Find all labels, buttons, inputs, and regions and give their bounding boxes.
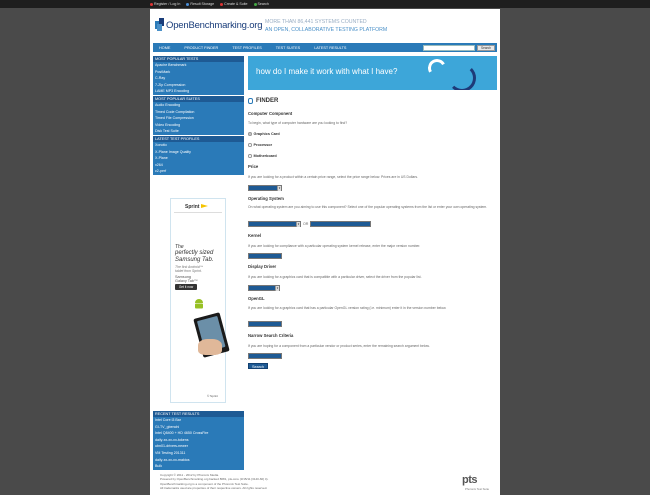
hand-image <box>198 339 222 355</box>
sidebar-item-suite[interactable]: Timed Code Compilation <box>155 109 195 114</box>
opengl-heading: OpenGL <box>248 296 265 301</box>
recent-test-results-heading: RECENT TEST RESULTS <box>153 411 244 417</box>
kernel-input[interactable] <box>248 253 282 259</box>
systems-counted-tagline: MORE THAN 86,441 SYSTEMS COUNTED <box>265 19 367 25</box>
platform-tagline: AN OPEN, COLLABORATIVE TESTING PLATFORM <box>265 27 388 33</box>
sidebar-item-profile[interactable]: X-Plane <box>155 156 168 161</box>
android-icon <box>194 298 204 310</box>
ad-divider <box>174 212 222 213</box>
os-heading: Operating System <box>248 196 284 201</box>
top-bar <box>0 0 650 8</box>
radio-unchecked-icon <box>248 143 252 147</box>
sidebar-item-test[interactable]: PostMark <box>155 69 171 74</box>
ad-headline-3: Samsung Tab. <box>175 257 214 263</box>
create-icon <box>220 3 223 6</box>
sidebar-item-result[interactable]: Bulk <box>155 464 162 469</box>
sidebar-item-test[interactable]: C-Ray <box>155 76 166 81</box>
price-select[interactable] <box>248 185 282 191</box>
sidebar-item-suite[interactable]: Audio Encoding <box>155 102 181 107</box>
os-desc: On what operating system are you aiming to use this component? Select one of the popular operating systems from the list or enter your own operating system. <box>248 205 488 209</box>
result-storage-link[interactable]: Result Storage <box>186 2 214 6</box>
footer-text <box>160 473 380 490</box>
component-desc: To begin, what type of computer hardware are you looking to find? <box>248 121 348 125</box>
recent-test-results-box <box>153 411 244 471</box>
narrow-input[interactable] <box>248 353 282 359</box>
openbenchmarking-logo-icon[interactable] <box>155 18 164 31</box>
most-popular-tests-box <box>153 56 244 95</box>
kernel-desc: If you are looking for compliance with a particular operating system kernel release, enter the major version number. <box>248 244 421 248</box>
or-label: OR <box>303 222 309 226</box>
banner-text: how do I make it work with what I have? <box>256 67 398 76</box>
refresh-arrow-icon <box>426 57 448 79</box>
price-heading: Price <box>248 164 259 169</box>
narrow-heading: Narrow Search Criteria <box>248 333 294 338</box>
driver-select[interactable] <box>248 285 280 291</box>
pts-logo[interactable]: pts <box>462 474 477 486</box>
footer-line: Copyright © 2011 - 2012 by Phoronix Media. <box>160 473 220 477</box>
sidebar-item-test[interactable]: Apache Benchmark <box>155 63 187 67</box>
help-banner[interactable] <box>248 56 497 90</box>
kernel-heading: Kernel <box>248 233 262 238</box>
os-select[interactable] <box>248 221 301 227</box>
nav-test-profiles[interactable]: TEST PROFILES <box>232 45 262 50</box>
pts-logo-subtitle: Phoronix Test Suite <box>465 487 490 491</box>
user-icon <box>150 3 153 6</box>
sidebar-item-result[interactable]: Intel Core i3 Bar <box>155 418 181 422</box>
sidebar-item-profile[interactable]: x264 <box>155 162 163 167</box>
sidebar-item-suite[interactable]: Timed File Compression <box>155 116 194 121</box>
nav-search-input[interactable] <box>423 45 475 51</box>
nav-latest-results[interactable]: LATEST RESULTS <box>314 45 347 50</box>
nav-test-suites[interactable]: TEST SUITES <box>275 45 301 50</box>
finder-title: FINDER <box>248 97 278 105</box>
sidebar-item-result[interactable]: ubn01-drivers-newer <box>155 444 188 449</box>
nav-search-button[interactable]: Search <box>477 45 495 51</box>
price-desc: If you are looking for a product within a certain price range, select the price range below. Prices are in US Dollars. <box>248 175 418 179</box>
ad-product-2: Galaxy Tab™ <box>175 279 198 283</box>
sidebar-item-result[interactable]: Intel Q8400 + HD 4650 CrossFire <box>155 431 209 436</box>
opengl-input[interactable] <box>248 321 282 327</box>
sidebar-item-result[interactable]: GI-TV_gbenchi <box>155 424 180 429</box>
driver-desc: If you are looking for a graphics card that is compatible with a particular driver, select the driver from the popular list. <box>248 275 422 279</box>
footer-line: OpenBenchmarking.org is a component of the Phoronix Test Suite. <box>160 481 249 486</box>
search-link[interactable]: Search <box>254 2 269 6</box>
ad-product-1: Samsung <box>175 275 192 279</box>
radio-checked-icon <box>248 132 252 136</box>
sidebar-item-profile[interactable]: Xonotic <box>155 142 167 147</box>
sprint-advertisement[interactable] <box>170 198 226 403</box>
sidebar-item-test[interactable]: 7-Zip Compression <box>155 82 186 87</box>
radio-unchecked-icon <box>248 154 252 158</box>
register-login-link[interactable]: Register / Log In <box>150 2 180 6</box>
latest-test-profiles-box <box>153 136 244 175</box>
footer-line: Powered by OpenBenchmarking.org backed 8681, pts-core (3/15/11 [3140-60] 4). <box>160 477 269 482</box>
graphics-card-radio[interactable]: Graphics Card <box>248 132 280 136</box>
sidebar-item-suite[interactable]: Disk Test Suite <box>155 129 179 134</box>
sidebar-item-result[interactable]: daily-xx-xx-xx-maktos <box>155 457 190 462</box>
chevron-down-icon: ▾ <box>278 186 281 190</box>
chevron-down-icon: ▾ <box>276 286 279 290</box>
sidebar-item-profile[interactable]: X-Plane Image Quality <box>155 149 191 154</box>
nav-home[interactable]: HOME <box>159 45 171 50</box>
motherboard-radio[interactable]: Motherboard <box>248 154 277 158</box>
chevron-down-icon: ▾ <box>297 222 300 226</box>
opengl-desc: If you are looking for a graphics card that has a particular OpenGL version rating (i.e. minimum) enter it in the version number below. <box>248 306 447 310</box>
ad-headline-1: The <box>175 244 184 250</box>
most-popular-suites-heading: MOST POPULAR SUITES <box>153 96 244 102</box>
sidebar-item-result[interactable]: VM Testing 201311 <box>155 450 186 455</box>
refresh-arrow-icon <box>448 64 476 90</box>
search-icon <box>254 3 257 6</box>
most-popular-suites-box <box>153 96 244 135</box>
site-logo-text[interactable]: OpenBenchmarking.org <box>166 20 263 31</box>
driver-heading: Display Driver <box>248 264 277 269</box>
page <box>150 9 500 495</box>
main-nav <box>153 43 497 52</box>
sidebar-item-test[interactable]: LAME MP3 Encoding <box>155 89 190 94</box>
ad-footer: © Sprint <box>207 394 218 398</box>
processor-radio[interactable]: Processor <box>248 143 272 147</box>
sidebar-item-profile[interactable]: c2-perf <box>155 169 167 174</box>
ad-subtext-1: The first Android™ <box>175 265 204 269</box>
finder-icon <box>248 98 253 104</box>
component-heading: Computer Component <box>248 111 293 116</box>
latest-test-profiles-heading: LATEST TEST PROFILES <box>153 136 244 142</box>
ad-headline-2: perfectly sized <box>175 250 214 256</box>
storage-icon <box>186 3 189 6</box>
nav-product-finder[interactable]: PRODUCT FINDER <box>184 45 219 50</box>
ad-cta-button[interactable]: Get it now <box>175 284 197 290</box>
finder-search-button[interactable]: Search <box>248 363 268 369</box>
sidebar <box>153 56 244 176</box>
ad-brand: Sprint <box>185 204 200 210</box>
sidebar-item-result[interactable]: daily-xx-xx-xx-tokens <box>155 437 189 442</box>
create-suite-link[interactable]: Create & Suite <box>220 2 247 6</box>
sidebar-item-suite[interactable]: Video Encoding <box>155 122 181 127</box>
footer-line: All trademarks used are properties of their respective owners. All rights reserved. <box>160 485 268 490</box>
header <box>150 9 500 43</box>
ad-subtext-2: tablet from Sprint. <box>175 269 202 273</box>
os-text-input[interactable] <box>310 221 371 227</box>
sprint-logo-icon <box>201 203 208 210</box>
most-popular-tests-heading: MOST POPULAR TESTS <box>153 56 244 62</box>
narrow-desc: If you are hoping for a component from a particular vendor or product series, enter the remaining search argument below. <box>248 344 430 348</box>
